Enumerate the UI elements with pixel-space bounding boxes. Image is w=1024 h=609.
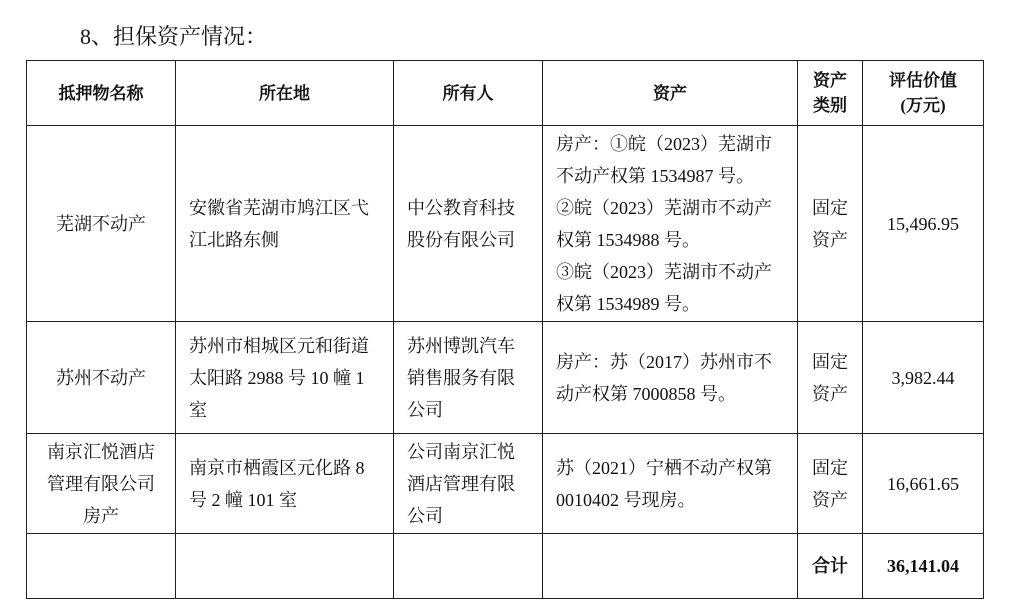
cell-appraised-value <box>863 126 984 322</box>
total-value-cell <box>863 534 984 599</box>
cell-line: 固定 <box>812 197 848 218</box>
cell-line: 苏州博凯汽车 <box>407 335 515 356</box>
table-row <box>27 126 984 322</box>
cell-line: 固定 <box>812 457 848 478</box>
cell-line: 销售服务有限 <box>407 367 515 388</box>
cell-line: 安徽省芜湖市鸠江区弋 <box>189 197 369 218</box>
total-row <box>27 534 984 599</box>
cell-line: 房产 <box>83 505 119 526</box>
header-owner <box>394 61 543 126</box>
cell-line: 太阳路 2988 号 10 幢 1 <box>189 367 365 388</box>
cell-asset <box>543 434 798 534</box>
empty-cell <box>394 534 543 599</box>
cell-line: 中公教育科技 <box>407 197 515 218</box>
empty-cell <box>543 534 798 599</box>
total-label: 合计 <box>812 556 848 576</box>
cell-line: 资产 <box>812 489 848 510</box>
cell-asset-category <box>798 322 863 434</box>
cell-collateral-name <box>27 434 176 534</box>
header-label: 所在地 <box>259 83 310 103</box>
section-heading: 8、担保资产情况： <box>80 24 268 49</box>
cell-line: 苏州市相城区元和街道 <box>189 335 369 356</box>
cell-owner <box>394 322 543 434</box>
cell-line: 房产：苏（2017）苏州市不 <box>556 351 772 372</box>
header-collateral-name <box>27 61 176 126</box>
cell-line: 酒店管理有限 <box>407 473 515 494</box>
cell-line: 固定 <box>812 351 848 372</box>
cell-appraised-value <box>863 434 984 534</box>
cell-collateral-name <box>27 322 176 434</box>
cell-value: 16,661.65 <box>887 473 959 494</box>
cell-line: 不动产权第 1534987 号。 <box>556 165 754 186</box>
header-appraised-value <box>863 61 984 126</box>
cell-line: 0010402 号现房。 <box>556 489 696 510</box>
empty-cell <box>27 534 176 599</box>
cell-value: 3,982.44 <box>891 367 955 388</box>
header-label: 资产 <box>813 71 847 90</box>
cell-line: 南京市栖霞区元化路 8 <box>189 457 365 478</box>
cell-collateral-name <box>27 126 176 322</box>
cell-asset <box>543 322 798 434</box>
cell-appraised-value <box>863 322 984 434</box>
header-label: 资产 <box>653 83 687 103</box>
cell-line: 南京汇悦酒店 <box>47 441 155 462</box>
header-asset-category <box>798 61 863 126</box>
header-location <box>176 61 394 126</box>
cell-asset-category <box>798 126 863 322</box>
cell-line: ③皖（2023）芜湖市不动产 <box>556 261 772 282</box>
table-row <box>27 434 984 534</box>
cell-location <box>176 322 394 434</box>
header-label: 抵押物名称 <box>58 83 144 103</box>
cell-line: 管理有限公司 <box>47 473 155 494</box>
cell-line: 公司 <box>407 505 443 526</box>
cell-owner <box>394 126 543 322</box>
cell-line: 资产 <box>812 383 848 404</box>
cell-line: 苏州不动产 <box>56 367 146 388</box>
cell-line: 动产权第 7000858 号。 <box>556 383 736 404</box>
cell-line: 权第 1534988 号。 <box>556 229 700 250</box>
total-value: 36,141.04 <box>887 556 959 576</box>
cell-line: 苏（2021）宁栖不动产权第 <box>556 457 772 478</box>
empty-cell <box>176 534 394 599</box>
header-label: 评估价值 <box>889 71 957 90</box>
cell-line: 公司 <box>407 399 443 420</box>
cell-line: 房产：①皖（2023）芜湖市 <box>556 133 772 154</box>
cell-location <box>176 126 394 322</box>
header-label: 所有人 <box>442 83 494 103</box>
cell-line: 室 <box>189 399 207 420</box>
header-asset <box>543 61 798 126</box>
cell-asset <box>543 126 798 322</box>
header-row <box>27 61 984 126</box>
cell-owner <box>394 434 543 534</box>
cell-line: 号 2 幢 101 室 <box>189 489 297 510</box>
cell-line: 权第 1534989 号。 <box>556 293 700 314</box>
cell-line: 公司南京汇悦 <box>407 441 515 462</box>
collateral-assets-table <box>26 60 984 599</box>
cell-line: 资产 <box>812 229 848 250</box>
header-label: (万元) <box>900 96 946 115</box>
header-label: 类别 <box>813 96 847 115</box>
cell-line: 江北路东侧 <box>189 229 279 250</box>
cell-line: ②皖（2023）芜湖市不动产 <box>556 197 772 218</box>
cell-value: 15,496.95 <box>887 213 959 234</box>
cell-asset-category <box>798 434 863 534</box>
cell-line: 股份有限公司 <box>407 229 515 250</box>
cell-location <box>176 434 394 534</box>
total-label-cell <box>798 534 863 599</box>
cell-line: 芜湖不动产 <box>56 213 146 234</box>
table-row <box>27 322 984 434</box>
